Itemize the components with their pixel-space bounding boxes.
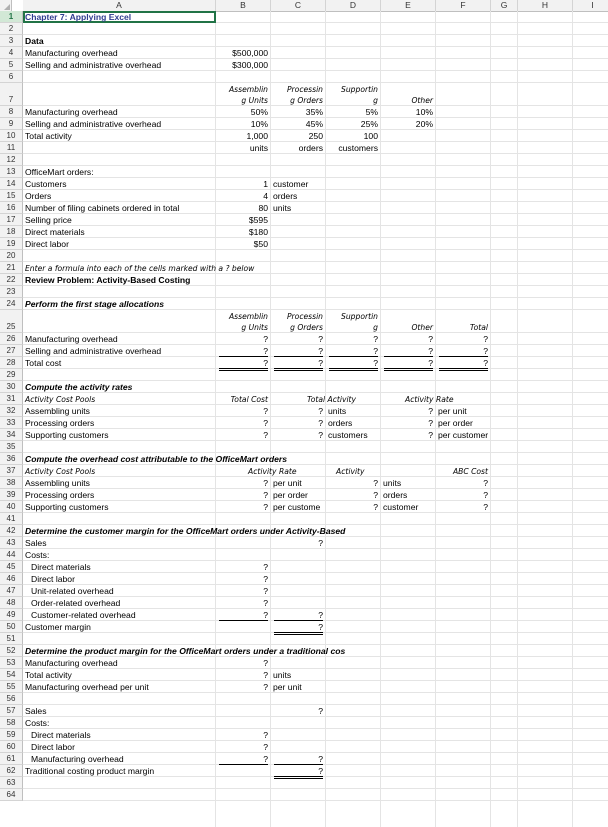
cell-c15[interactable]: orders [273,191,298,201]
cell-a28[interactable]: Total cost [25,358,62,368]
cell-e40[interactable]: customer [383,502,419,512]
formula-cell-f28[interactable]: ? [439,358,488,371]
cell-a33[interactable]: Processing orders [25,418,95,428]
row-header-18[interactable]: 18 [0,226,23,238]
formula-cell-d39[interactable]: ? [373,490,378,500]
cell-c10[interactable]: 250 [308,131,323,141]
gridline-horizontal [23,740,608,741]
cell-c14[interactable]: customer [273,179,309,189]
cell-a54[interactable]: Total activity [25,670,72,680]
cell-a46[interactable]: Direct labor [31,574,75,584]
cell-b16[interactable]: 80 [258,203,268,213]
cell-f37[interactable]: ABC Cost [452,467,488,476]
cell-f33[interactable]: per order [438,418,473,428]
formula-cell-c62[interactable]: ? [274,766,323,779]
gridline-horizontal [23,680,608,681]
formula-cell-f39[interactable]: ? [483,490,488,500]
cell-a18[interactable]: Direct materials [25,227,85,237]
cell-a4[interactable]: Manufacturing overhead [25,48,118,58]
row-header-21[interactable]: 21 [0,262,23,274]
cell-a19[interactable]: Direct labor [25,239,69,249]
row-header-41[interactable]: 41 [0,513,23,525]
formula-cell-e27[interactable]: ? [384,346,433,357]
formula-cell-f27[interactable]: ? [439,346,488,357]
cell-c25[interactable]: Processin [286,312,323,321]
formula-cell-b34[interactable]: ? [263,430,268,440]
row-header-28[interactable]: 28 [0,357,23,369]
cell-a8[interactable]: Manufacturing overhead [25,107,118,117]
cell-e7[interactable]: Other [411,96,433,105]
cell-d7[interactable]: Supportin [341,85,378,94]
gridline-horizontal [23,704,608,705]
gridline-horizontal [23,46,608,47]
cell-a5[interactable]: Selling and administrative overhead [25,60,162,70]
row-header-30[interactable]: 30 [0,381,23,393]
column-header-b[interactable]: B [216,0,271,12]
formula-cell-d38[interactable]: ? [373,478,378,488]
formula-cell-b54[interactable]: ? [263,670,268,680]
formula-cell-b48[interactable]: ? [263,598,268,608]
cell-a22[interactable]: Review Problem: Activity-Based Costing [25,275,191,285]
cell-d25[interactable]: Supportin [341,312,378,321]
cell-b31[interactable]: Total Cost [230,395,268,404]
cell-e38[interactable]: units [383,478,402,488]
formula-cell-c32[interactable]: ? [318,406,323,416]
cell-a43[interactable]: Sales [25,538,47,548]
row-header-7[interactable]: 7 [0,83,23,106]
cell-b25[interactable]: g Units [241,323,268,332]
row-header-20[interactable]: 20 [0,250,23,262]
cell-a52[interactable]: Determine the product margin for the OfficeMart orders under a traditional cos [25,646,346,656]
cell-c31[interactable]: Total Activity [307,395,357,404]
cell-c8[interactable]: 35% [305,107,323,117]
formula-cell-c43[interactable]: ? [318,538,323,548]
row-header-2[interactable]: 2 [0,23,23,35]
cell-d34[interactable]: customers [328,430,368,440]
row-header-47[interactable]: 47 [0,585,23,597]
formula-cell-c57[interactable]: ? [318,706,323,716]
cell-a34[interactable]: Supporting customers [25,430,109,440]
cell-a26[interactable]: Manufacturing overhead [25,334,118,344]
cell-a47[interactable]: Unit-related overhead [31,586,114,596]
formula-cell-e33[interactable]: ? [428,418,433,428]
row-header-11[interactable]: 11 [0,142,23,154]
cell-c11[interactable]: orders [298,143,323,153]
row-header-34[interactable]: 34 [0,429,23,441]
cell-a13[interactable]: OfficeMart orders: [25,167,94,177]
cell-b7[interactable]: Assemblin [228,85,268,94]
cell-f32[interactable]: per unit [438,406,467,416]
formula-cell-b27[interactable]: ? [219,346,268,357]
row-header-57[interactable]: 57 [0,705,23,717]
cell-a48[interactable]: Order-related overhead [31,598,121,608]
cell-a9[interactable]: Selling and administrative overhead [25,119,162,129]
cell-a36[interactable]: Compute the overhead cost attributable to the OfficeMart orders [25,454,287,464]
gridline-horizontal [23,34,608,35]
row-header-42[interactable]: 42 [0,525,23,537]
cell-a21[interactable]: Enter a formula into each of the cells marked with a ? below [25,264,255,273]
formula-cell-c50[interactable]: ? [274,622,323,635]
row-header-44[interactable]: 44 [0,549,23,561]
formula-cell-b40[interactable]: ? [263,502,268,512]
formula-cell-c61[interactable]: ? [274,754,323,765]
formula-cell-b32[interactable]: ? [263,406,268,416]
cell-b19[interactable]: $50 [253,239,268,249]
row-header-38[interactable]: 38 [0,477,23,489]
cell-c7[interactable]: g Orders [290,96,323,105]
cell-a40[interactable]: Supporting customers [25,502,109,512]
gridline-horizontal [23,177,608,178]
cell-d37[interactable]: Activity [336,467,365,476]
cell-c16[interactable]: units [273,203,292,213]
gridline-horizontal [23,752,608,753]
row-header-46[interactable]: 46 [0,573,23,585]
cell-a30[interactable]: Compute the activity rates [25,382,133,392]
row-header-10[interactable]: 10 [0,130,23,142]
cell-b11[interactable]: units [249,143,268,153]
cell-a14[interactable]: Customers [25,179,67,189]
row-header-25[interactable]: 25 [0,310,23,333]
row-header-15[interactable]: 15 [0,190,23,202]
row-header-39[interactable]: 39 [0,489,23,501]
formula-cell-c27[interactable]: ? [274,346,323,357]
gridline-horizontal [23,488,608,489]
cell-e25[interactable]: Other [411,323,433,332]
cell-d9[interactable]: 25% [360,119,378,129]
cell-c39[interactable]: per order [273,490,308,500]
row-header-14[interactable]: 14 [0,178,23,190]
cell-a32[interactable]: Assembling units [25,406,90,416]
cell-e8[interactable]: 10% [415,107,433,117]
row-header-45[interactable]: 45 [0,561,23,573]
cell-d11[interactable]: customers [338,143,378,153]
formula-cell-b55[interactable]: ? [263,682,268,692]
gridline-horizontal [23,800,608,801]
row-header-16[interactable]: 16 [0,202,23,214]
row-header-24[interactable]: 24 [0,298,23,310]
cell-f34[interactable]: per customer [438,430,489,440]
cell-a1[interactable]: Chapter 7: Applying Excel [25,12,132,22]
row-header-61[interactable]: 61 [0,753,23,765]
cell-c25[interactable]: g Orders [290,323,323,332]
formula-cell-c28[interactable]: ? [274,358,323,371]
column-header-a[interactable]: A [23,0,216,12]
row-header-51[interactable]: 51 [0,633,23,645]
formula-cell-c26[interactable]: ? [318,334,323,344]
row-header-50[interactable]: 50 [0,621,23,633]
formula-cell-f38[interactable]: ? [483,478,488,488]
formula-cell-b47[interactable]: ? [263,586,268,596]
row-header-17[interactable]: 17 [0,214,23,226]
gridline-horizontal [23,572,608,573]
row-header-6[interactable]: 6 [0,71,23,83]
row-header-3[interactable]: 3 [0,35,23,47]
cell-a45[interactable]: Direct materials [31,562,91,572]
cell-a42[interactable]: Determine the customer margin for the OfficeMart orders under Activity-Based [25,526,346,536]
cell-a55[interactable]: Manufacturing overhead per unit [25,682,149,692]
cell-c7[interactable]: Processin [286,85,323,94]
gridline-horizontal [23,560,608,561]
cell-a31[interactable]: Activity Cost Pools [25,395,96,404]
gridline-horizontal [23,380,608,381]
formula-cell-e26[interactable]: ? [428,334,433,344]
cell-d7[interactable]: g [373,96,378,105]
cell-c55[interactable]: per unit [273,682,302,692]
gridline-horizontal [23,261,608,262]
formula-cell-e32[interactable]: ? [428,406,433,416]
row-header-35[interactable]: 35 [0,441,23,453]
cell-a27[interactable]: Selling and administrative overhead [25,346,162,356]
cell-d32[interactable]: units [328,406,347,416]
row-header-59[interactable]: 59 [0,729,23,741]
row-header-31[interactable]: 31 [0,393,23,405]
row-header-5[interactable]: 5 [0,59,23,71]
formula-cell-c33[interactable]: ? [318,418,323,428]
row-header-4[interactable]: 4 [0,47,23,59]
row-header-53[interactable]: 53 [0,657,23,669]
cell-e9[interactable]: 20% [415,119,433,129]
cell-a17[interactable]: Selling price [25,215,72,225]
row-header-8[interactable]: 8 [0,106,23,118]
cell-d8[interactable]: 5% [365,107,378,117]
gridline-horizontal [23,82,608,83]
cell-a59[interactable]: Direct materials [31,730,91,740]
gridline-horizontal [23,201,608,202]
formula-cell-b61[interactable]: ? [219,754,268,765]
gridline-horizontal [23,249,608,250]
gridline-horizontal [23,728,608,729]
row-header-26[interactable]: 26 [0,333,23,345]
cell-a58[interactable]: Costs: [25,718,50,728]
formula-cell-f40[interactable]: ? [483,502,488,512]
row-header-1[interactable]: 1 [0,11,23,23]
cell-a10[interactable]: Total activity [25,131,72,141]
gridline-horizontal [23,644,608,645]
cell-a24[interactable]: Perform the first stage allocations [25,299,164,309]
formula-cell-d27[interactable]: ? [329,346,378,357]
row-header-37[interactable]: 37 [0,465,23,477]
formula-cell-b26[interactable]: ? [263,334,268,344]
cell-b4[interactable]: $500,000 [232,48,268,58]
gridline-horizontal [23,788,608,789]
cell-c40[interactable]: per custome [273,502,321,512]
formula-cell-b49[interactable]: ? [219,610,268,621]
cell-b7[interactable]: g Units [241,96,268,105]
row-header-27[interactable]: 27 [0,345,23,357]
cell-b18[interactable]: $180 [248,227,268,237]
formula-cell-b46[interactable]: ? [263,574,268,584]
cell-f25[interactable]: Total [469,323,488,332]
row-header-36[interactable]: 36 [0,453,23,465]
row-header-19[interactable]: 19 [0,238,23,250]
row-header-60[interactable]: 60 [0,741,23,753]
gridline-horizontal [23,237,608,238]
cell-a16[interactable]: Number of filing cabinets ordered in total [25,203,180,213]
cell-a50[interactable]: Customer margin [25,622,91,632]
row-header-33[interactable]: 33 [0,417,23,429]
gridline-horizontal [23,165,608,166]
formula-cell-c49[interactable]: ? [274,610,323,621]
row-header-58[interactable]: 58 [0,717,23,729]
formula-cell-c34[interactable]: ? [318,430,323,440]
gridline-horizontal [23,584,608,585]
row-header-49[interactable]: 49 [0,609,23,621]
formula-cell-b38[interactable]: ? [263,478,268,488]
cell-a44[interactable]: Costs: [25,550,50,560]
gridline-horizontal [23,225,608,226]
cell-e39[interactable]: orders [383,490,408,500]
formula-cell-d28[interactable]: ? [329,358,378,371]
formula-cell-b53[interactable]: ? [263,658,268,668]
column-header-h[interactable]: H [518,0,573,12]
gridline-horizontal [23,500,608,501]
column-header-g[interactable]: G [491,0,518,12]
row-header-64[interactable]: 64 [0,789,23,801]
gridline-horizontal [23,452,608,453]
formula-cell-d40[interactable]: ? [373,502,378,512]
cell-a53[interactable]: Manufacturing overhead [25,658,118,668]
column-header-c[interactable]: C [271,0,326,12]
cell-a57[interactable]: Sales [25,706,47,716]
row-header-23[interactable]: 23 [0,286,23,298]
row-header-62[interactable]: 62 [0,765,23,777]
cell-a60[interactable]: Direct labor [31,742,75,752]
formula-cell-f26[interactable]: ? [483,334,488,344]
cell-e31[interactable]: Activity Rate [405,395,454,404]
row-header-32[interactable]: 32 [0,405,23,417]
column-header-f[interactable]: F [436,0,491,12]
cell-b17[interactable]: $595 [248,215,268,225]
cell-a3[interactable]: Data [25,36,44,46]
cell-a15[interactable]: Orders [25,191,52,201]
cell-d10[interactable]: 100 [363,131,378,141]
formula-cell-b39[interactable]: ? [263,490,268,500]
row-header-54[interactable]: 54 [0,669,23,681]
formula-cell-b28[interactable]: ? [219,358,268,371]
cell-b5[interactable]: $300,000 [232,60,268,70]
cell-b37[interactable]: Activity Rate [248,467,297,476]
cell-a62[interactable]: Traditional costing product margin [25,766,155,776]
row-header-52[interactable]: 52 [0,645,23,657]
row-header-13[interactable]: 13 [0,166,23,178]
cell-b9[interactable]: 10% [250,119,268,129]
cell-b25[interactable]: Assemblin [228,312,268,321]
column-header-i[interactable]: I [573,0,608,12]
row-header-63[interactable]: 63 [0,777,23,789]
cell-c54[interactable]: units [273,670,292,680]
cell-b8[interactable]: 50% [250,107,268,117]
cell-d33[interactable]: orders [328,418,353,428]
column-header-e[interactable]: E [381,0,436,12]
cell-b14[interactable]: 1 [263,179,268,189]
cell-d25[interactable]: g [373,323,378,332]
cell-c38[interactable]: per unit [273,478,302,488]
cell-b15[interactable]: 4 [263,191,268,201]
formula-cell-e34[interactable]: ? [428,430,433,440]
row-header-43[interactable]: 43 [0,537,23,549]
cell-b10[interactable]: 1,000 [246,131,268,141]
row-header-56[interactable]: 56 [0,693,23,705]
gridline-horizontal [23,476,608,477]
row-header-48[interactable]: 48 [0,597,23,609]
formula-cell-e28[interactable]: ? [384,358,433,371]
formula-cell-b60[interactable]: ? [263,742,268,752]
cell-a37[interactable]: Activity Cost Pools [25,467,96,476]
gridline-horizontal [23,189,608,190]
formula-cell-b33[interactable]: ? [263,418,268,428]
cell-c9[interactable]: 45% [305,119,323,129]
gridline-horizontal [23,524,608,525]
row-header-55[interactable]: 55 [0,681,23,693]
cell-a61[interactable]: Manufacturing overhead [31,754,124,764]
row-header-22[interactable]: 22 [0,274,23,286]
cell-a39[interactable]: Processing orders [25,490,95,500]
row-header-12[interactable]: 12 [0,154,23,166]
row-header-29[interactable]: 29 [0,369,23,381]
formula-cell-b45[interactable]: ? [263,562,268,572]
cell-a38[interactable]: Assembling units [25,478,90,488]
row-header-40[interactable]: 40 [0,501,23,513]
column-header-d[interactable]: D [326,0,381,12]
gridline-horizontal [23,297,608,298]
formula-cell-b59[interactable]: ? [263,730,268,740]
row-header-9[interactable]: 9 [0,118,23,130]
formula-cell-d26[interactable]: ? [373,334,378,344]
cell-a49[interactable]: Customer-related overhead [31,610,136,620]
